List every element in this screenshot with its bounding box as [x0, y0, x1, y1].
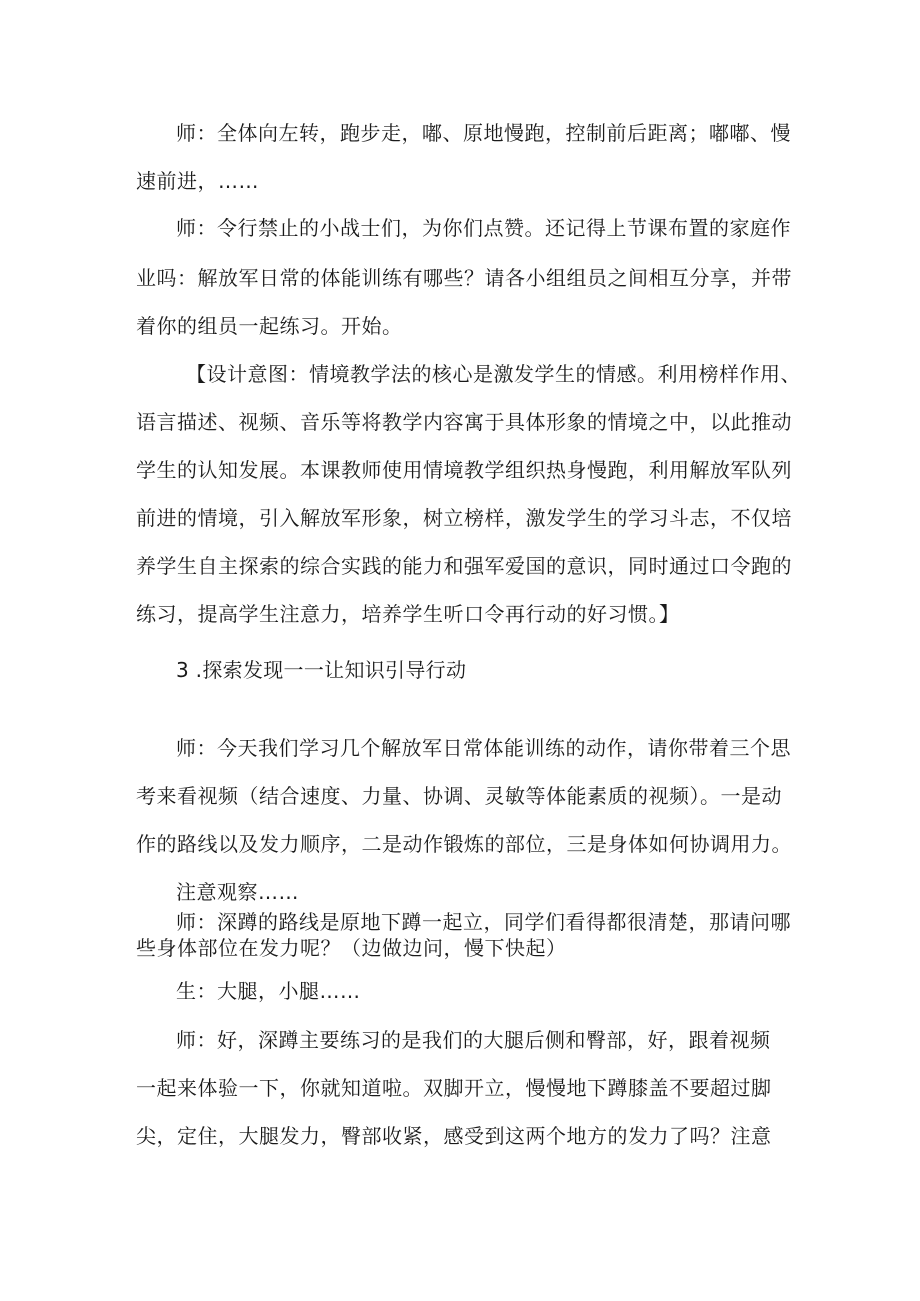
- p8-line-2: 一起来体验一下，你就知道啦。双脚开立，慢慢地下蹲膝盖不要超过脚: [136, 1076, 772, 1100]
- p4-line-1: 师：今天我们学习几个解放军日常体能训练的动作，请你带着三个思: [176, 736, 791, 760]
- section-heading: 3 .探索发现一一让知识引导行动: [176, 658, 467, 682]
- p2-line-3: 着你的组员一起练习。开始。: [136, 314, 403, 338]
- p1-line-1: 师：全体向左转，跑步走，嘟、原地慢跑，控制前后距离；嘟嘟、慢: [176, 121, 791, 145]
- p6-line-2: 些身体部位在发力呢？（边做边问，慢下快起）: [136, 936, 567, 960]
- p2-line-2: 业吗：解放军日常的体能训练有哪些？请各小组组员之间相互分享，并带: [136, 266, 792, 290]
- p6-line-1: 师：深蹲的路线是原地下蹲一起立，同学们看得都很清楚，那请问哪: [176, 910, 791, 934]
- p4-line-3: 作的路线以及发力顺序，二是动作锻炼的部位，三是身体如何协调用力。: [136, 832, 792, 856]
- p3-line-3: 学生的认知发展。本课教师使用情境教学组织热身慢跑，利用解放军队列: [136, 458, 792, 482]
- p7-line-1: 生：大腿，小腿……: [176, 979, 361, 1003]
- p3-line-1: 【设计意图：情境教学法的核心是激发学生的情感。利用榜样作用、: [186, 362, 801, 386]
- p5-line-1: 注意观察……: [176, 880, 299, 904]
- p8-line-1: 师：好，深蹲主要练习的是我们的大腿后侧和臀部，好，跟着视频: [176, 1028, 771, 1052]
- p8-line-3: 尖，定住，大腿发力，臀部收紧，感受到这两个地方的发力了吗？注意: [136, 1124, 772, 1148]
- p4-line-2: 考来看视频（结合速度、力量、协调、灵敏等体能素质的视频）。一是动: [136, 784, 782, 808]
- p3-line-6: 练习，提高学生注意力，培养学生听口令再行动的好习惯。】: [136, 602, 680, 626]
- p1-line-2: 速前进，……: [136, 169, 259, 193]
- p3-line-5: 养学生自主探索的综合实践的能力和强军爱国的意识，同时通过口令跑的: [136, 554, 792, 578]
- p2-line-1: 师：令行禁止的小战士们，为你们点赞。还记得上节课布置的家庭作: [176, 216, 791, 240]
- p3-line-2: 语言描述、视频、音乐等将教学内容寓于具体形象的情境之中，以此推动: [136, 410, 792, 434]
- p3-line-4: 前进的情境，引入解放军形象，树立榜样，激发学生的学习斗志，不仅培: [136, 506, 792, 530]
